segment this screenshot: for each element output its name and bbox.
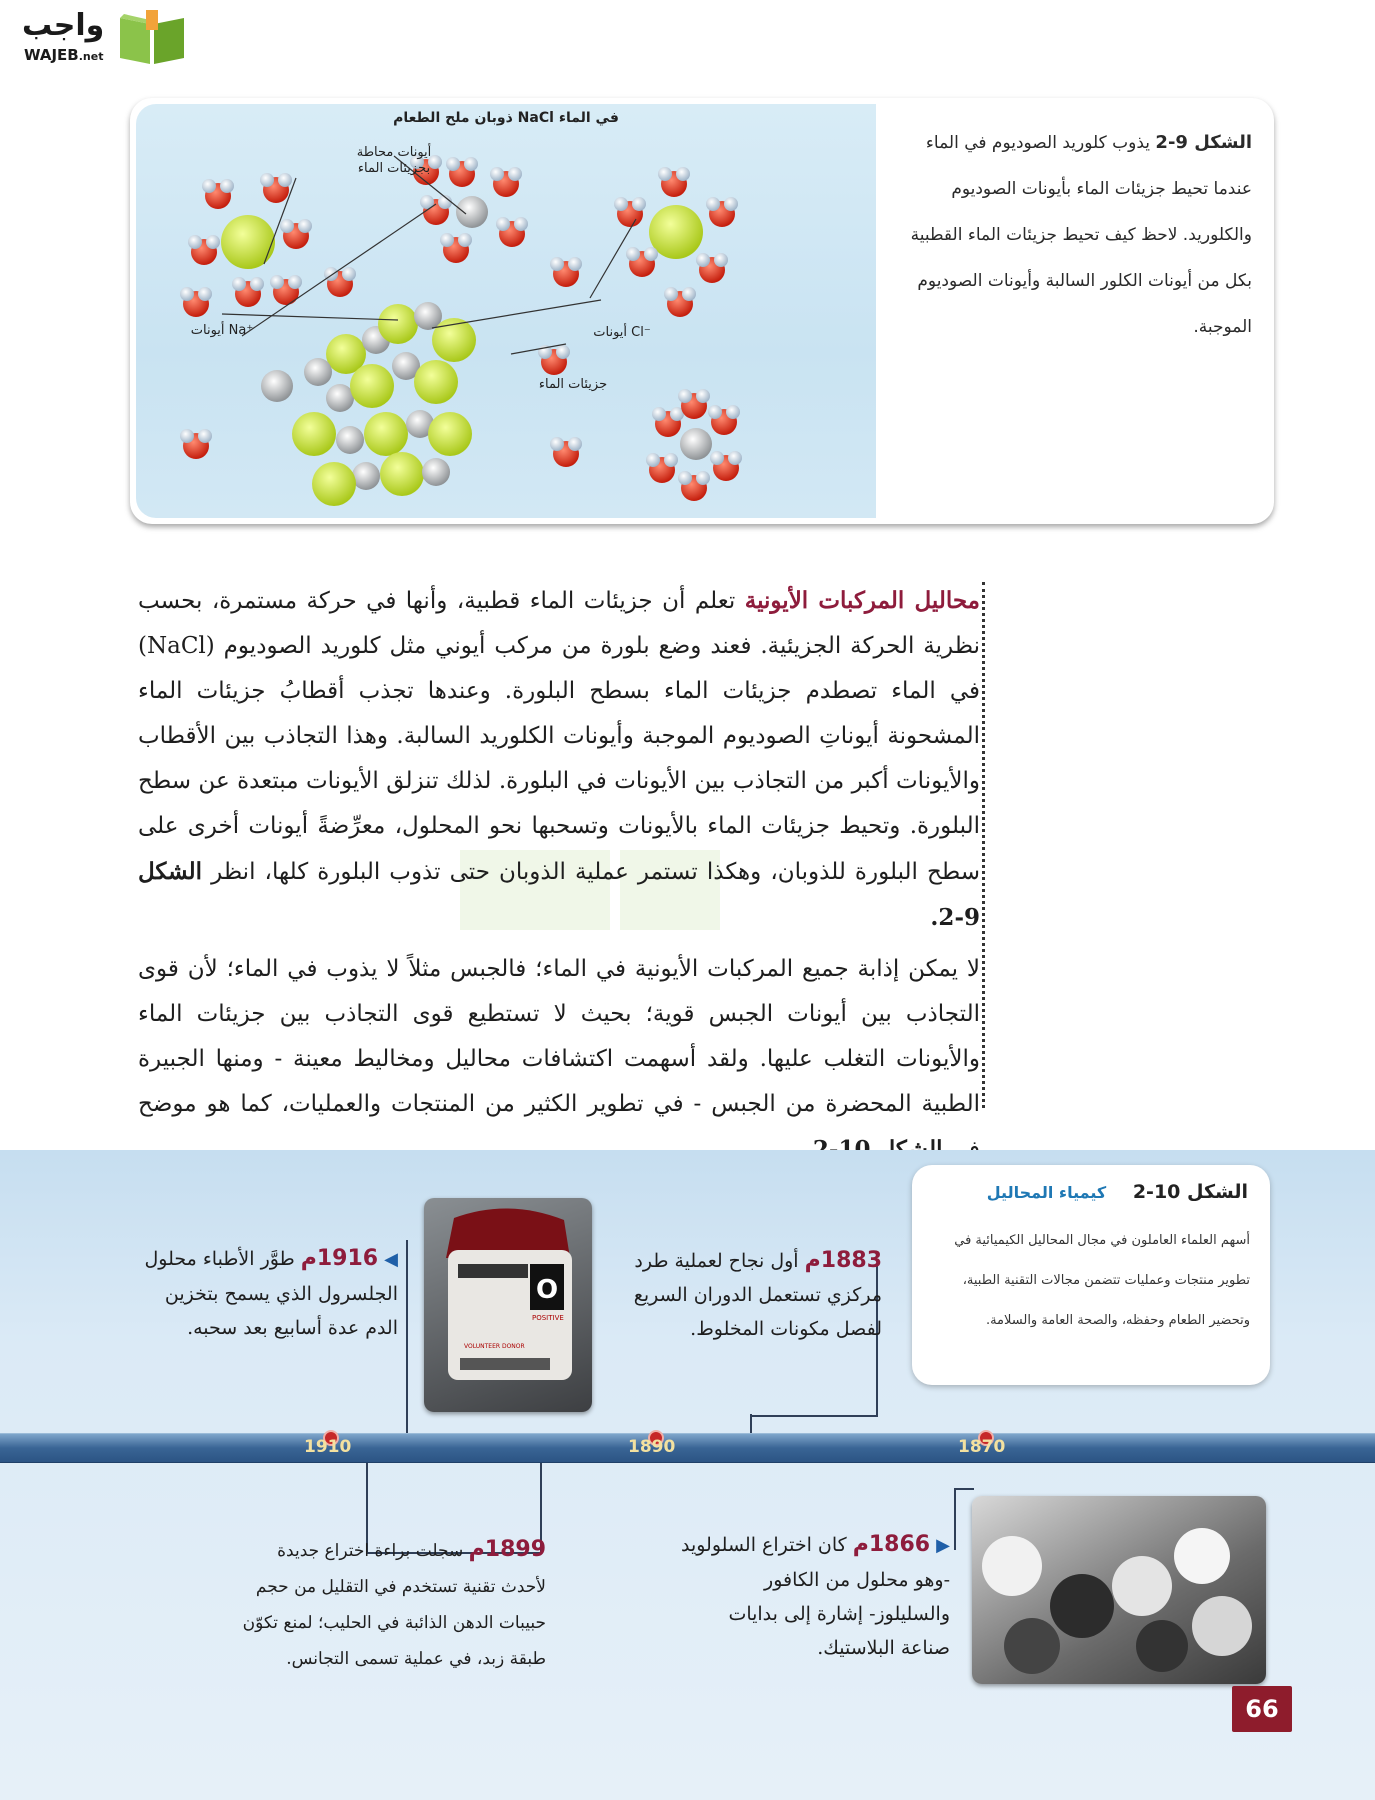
diagram-title: ذوبان ملح الطعام NaCl في الماء xyxy=(393,110,619,126)
figure-2-10-box xyxy=(912,1165,1270,1385)
label-cl-ions: أيونات Cl⁻ xyxy=(593,325,651,340)
timeline-bar xyxy=(0,1433,1375,1463)
event-text: طوَّر الأطباء محلول الجلسرول الذي يسمح بتخزين الدم عدة أسابيع بعد سحبه. xyxy=(144,1248,398,1339)
event-arrow-icon: ▶ xyxy=(936,1535,950,1556)
event-text: سجلت براءة اختراع جديدة لأحدث تقنية تستخدم في التقليل من حجم حبيبات الدهن الذائبة في الحليب؛ لمنع تكوّن طبقة زبد، في عملية تسمى التجانس. xyxy=(242,1541,546,1669)
tick-label-1890: 1890 xyxy=(628,1437,676,1457)
blood-type: O xyxy=(535,1275,559,1305)
event-text: أول نجاح لعملية طرد مركزي تستعمل الدوران السريع لفصل مكونات المخلوط. xyxy=(633,1250,882,1340)
page-number: 66 xyxy=(1232,1686,1292,1732)
figure-label: الشكل 9-2 xyxy=(1155,132,1252,153)
logo-latin: WAJEB.net xyxy=(24,46,104,64)
figure-2-10-description: أسهم العلماء العاملون في مجال المحاليل الكيميائية في تطوير منتجات وعمليات تتضمن مجالات التقنية الطبية، وتحضير الطعام وحفظه، والصحة العامة والسلامة. xyxy=(954,1233,1250,1328)
event-year: 1883م xyxy=(804,1248,882,1273)
blood-rh: POSITIVE xyxy=(532,1314,564,1322)
logo-arabic: واجب xyxy=(22,8,105,43)
figure-caption xyxy=(890,120,1252,350)
timeline-event-1899 xyxy=(240,1532,546,1677)
hydrated-cl-ion-left xyxy=(180,173,312,317)
connector-1866 xyxy=(954,1488,974,1550)
free-na-ion xyxy=(261,370,293,402)
event-year: 1916م xyxy=(300,1246,379,1271)
figure-reference-2-9[interactable]: الشكل 9-2. xyxy=(138,858,980,931)
event-year: 1899م xyxy=(468,1537,546,1562)
nacl-dissolving-diagram xyxy=(136,104,876,518)
tick-label-1870: 1870 xyxy=(958,1437,1006,1457)
label-water-molecules: جزيئات الماء xyxy=(538,377,608,392)
blood-bag-photo xyxy=(424,1198,592,1412)
label-na-ions: أيونات Na⁺ xyxy=(190,323,254,338)
figure-2-10-label: الشكل 10-2 xyxy=(1132,1181,1248,1203)
event-year: 1866م xyxy=(852,1532,931,1557)
celluloid-dolls-photo xyxy=(972,1496,1266,1684)
timeline-event-1866 xyxy=(680,1528,950,1665)
hydrated-cl-ion-right xyxy=(614,167,738,317)
figure-2-10-subtitle: كيمياء المحاليل xyxy=(986,1183,1107,1202)
main-body-text xyxy=(138,578,980,1179)
hydrated-na-ion-bottom xyxy=(646,389,742,501)
timeline-event-1883 xyxy=(620,1244,882,1346)
tick-label-1910: 1910 xyxy=(304,1437,352,1457)
diagram-svg xyxy=(136,104,876,518)
timeline-event-1916 xyxy=(130,1242,398,1345)
wajeb-logo[interactable] xyxy=(12,6,192,70)
label-surrounded-ions-2: بجزيئات الماء xyxy=(357,161,431,176)
book-icon xyxy=(116,10,188,66)
label-surrounded-ions: أيونات محاطة xyxy=(356,145,432,160)
paragraph-1: محاليل المركبات الأيونية تعلم أن جزيئات الماء قطبية، وأنها في حركة مستمرة، بحسب نظرية الحركة الجزيئية. فعند وضع بلورة من مركب أيوني مثل كلوريد الصوديوم (NaCl) في الماء تصطدم جزيئات الماء بسطح البلورة. وعندها تجذب أقطابُ جزيئات الماء المشحونة أيوناتِ الصوديوم الموجبة وأيونات الكلوريد السالبة. وهذا التجاذب بين الأقطاب والأيونات أكبر من التجاذب بين الأيونات في البلورة. لذلك تنزلق الأيونات مبتعدة عن سطح البلورة. وتحيط جزيئات الماء بالأيونات وتسحبها نحو المحلول، معرِّضةً أيونات أخرى على سطح البلورة للذوبان، وهكذا تستمر عملية الذوبان حتى تذوب البلورة كلها، انظر الشكل 9-2. xyxy=(138,587,980,931)
event-arrow-icon: ◀ xyxy=(384,1249,398,1270)
connector-1916 xyxy=(406,1240,408,1436)
section-heading: محاليل المركبات الأيونية xyxy=(744,587,980,614)
donor-label: VOLUNTEER DONOR xyxy=(464,1343,525,1350)
paragraph-2: لا يمكن إذابة جميع المركبات الأيونية في الماء؛ فالجبس مثلاً لا يذوب في الماء؛ لأن قوى التجاذب بين أيونات الجبس قوية؛ بحيث لا تستطيع قوى التجاذب بين جزيئات الماء والأيونات التغلب عليها. ولقد أسهمت اكتشافات محاليل ومخاليط معينة - ومنها الجبيرة الطبية المحضرة من الجبس - في تطوير الكثير من المنتجات والعمليات، كما هو موضح xyxy=(138,947,980,1173)
figure-caption-text: يذوب كلوريد الصوديوم في الماء عندما تحيط جزيئات الماء بأيونات الصوديوم والكلوريد. لاحظ كيف تحيط جزيئات الماء القطبية بكل من أيونات الكلور السالبة وأيونات الصوديوم الموجبة. xyxy=(910,133,1252,337)
section-divider xyxy=(982,582,985,1108)
event-text: كان اختراع السلولويد -وهو محلول من الكافور والسليلوز- إشارة إلى بدايات صناعة البلاستيك. xyxy=(680,1534,950,1659)
nacl-crystal xyxy=(292,302,476,506)
